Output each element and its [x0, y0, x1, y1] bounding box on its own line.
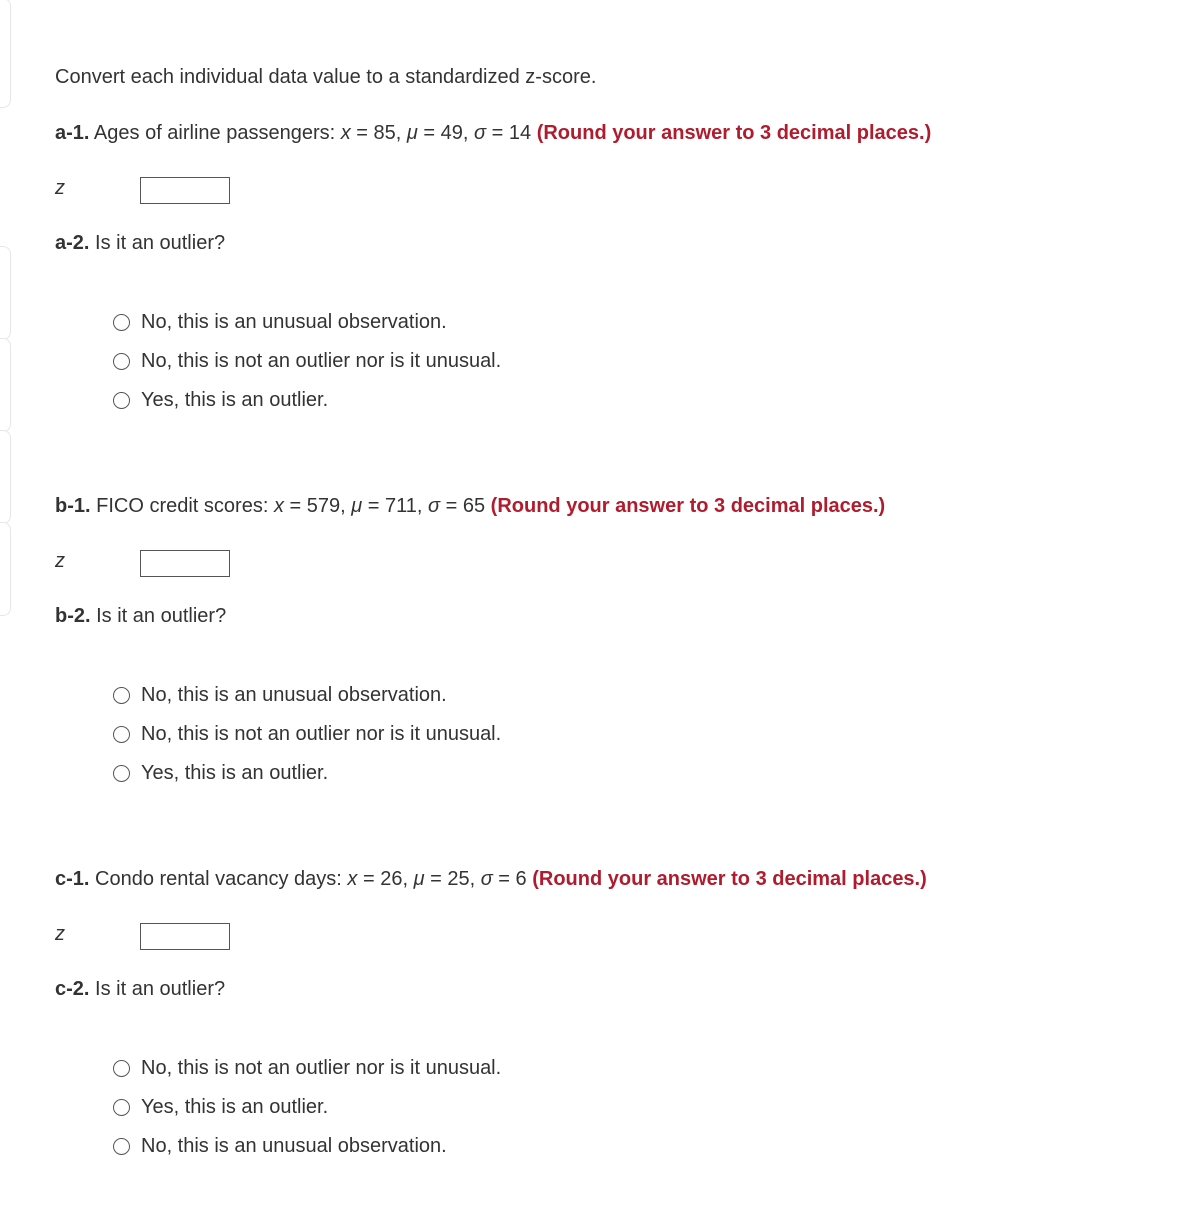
edge-tab — [0, 430, 11, 524]
radio-option[interactable] — [113, 722, 501, 746]
rounding-instruction: (Round your answer to 3 decimal places.) — [490, 495, 886, 517]
question-number: a-1. — [55, 122, 90, 144]
z-answer-input-b[interactable] — [140, 550, 230, 577]
x-value: = 26, — [357, 868, 414, 890]
sigma-value: = 65 — [440, 495, 486, 517]
option-label: No, this is not an outlier nor is it unusual. — [141, 1056, 502, 1079]
edge-tab — [0, 522, 11, 616]
option-label: No, this is not an outlier nor is it unusual. — [141, 722, 502, 745]
z-label: z — [55, 177, 65, 199]
radio-button[interactable] — [113, 314, 130, 331]
question-text: Is it an outlier? — [95, 232, 226, 254]
mu-value: = 711, — [362, 495, 428, 517]
question-c2 — [55, 978, 225, 1001]
question-b2 — [55, 605, 226, 628]
option-label: No, this is an unusual observation. — [141, 310, 447, 333]
sigma-symbol: σ — [474, 122, 487, 144]
radio-option[interactable] — [113, 349, 501, 373]
instructions: Convert each individual data value to a standardized z-score. — [55, 66, 597, 88]
radio-button[interactable] — [113, 726, 130, 743]
question-c1 — [55, 868, 927, 891]
z-label: z — [55, 923, 65, 945]
mu-symbol: μ — [413, 868, 425, 890]
radio-button[interactable] — [113, 353, 130, 370]
option-label: No, this is an unusual observation. — [141, 1134, 447, 1157]
radio-option[interactable] — [113, 310, 447, 334]
sigma-value: = 6 — [492, 868, 527, 890]
z-answer-input-a[interactable] — [140, 177, 230, 204]
radio-button[interactable] — [113, 687, 130, 704]
radio-option[interactable] — [113, 1095, 328, 1119]
rounding-instruction: (Round your answer to 3 decimal places.) — [536, 122, 932, 144]
radio-button[interactable] — [113, 765, 130, 782]
question-text: Condo rental vacancy days: — [95, 868, 342, 890]
rounding-instruction: (Round your answer to 3 decimal places.) — [532, 868, 927, 890]
question-text: FICO credit scores: — [96, 495, 269, 517]
question-number: b-2. — [55, 605, 91, 627]
question-a2 — [55, 232, 225, 255]
radio-option[interactable] — [113, 761, 328, 785]
radio-option[interactable] — [113, 1056, 501, 1080]
question-text: Ages of airline passengers: — [93, 122, 336, 144]
z-label: z — [55, 550, 65, 572]
question-text: Is it an outlier? — [96, 605, 227, 627]
mu-symbol: μ — [406, 122, 418, 144]
option-label: No, this is an unusual observation. — [141, 683, 447, 706]
x-symbol: x — [273, 495, 284, 517]
x-value: = 85, — [350, 122, 407, 144]
question-text: Is it an outlier? — [95, 978, 226, 1000]
mu-value: = 25, — [424, 868, 481, 890]
question-a1 — [55, 122, 931, 145]
z-answer-input-c[interactable] — [140, 923, 230, 950]
option-label: No, this is not an outlier nor is it unusual. — [141, 349, 502, 372]
edge-tab — [0, 246, 11, 340]
x-symbol: x — [340, 122, 351, 144]
mu-symbol: μ — [351, 495, 363, 517]
question-number: c-2. — [55, 978, 90, 1000]
radio-option[interactable] — [113, 388, 328, 412]
radio-button[interactable] — [113, 1060, 130, 1077]
sigma-symbol: σ — [480, 868, 493, 890]
radio-option[interactable] — [113, 683, 447, 707]
question-number: c-1. — [55, 868, 90, 890]
radio-option[interactable] — [113, 1134, 447, 1158]
sigma-value: = 14 — [486, 122, 532, 144]
mu-value: = 49, — [417, 122, 475, 144]
x-symbol: x — [347, 868, 358, 890]
x-value: = 579, — [283, 495, 352, 517]
edge-tab — [0, 0, 11, 108]
option-label: Yes, this is an outlier. — [141, 1095, 329, 1118]
sigma-symbol: σ — [428, 495, 441, 517]
option-label: Yes, this is an outlier. — [141, 388, 329, 411]
radio-button[interactable] — [113, 1099, 130, 1116]
radio-button[interactable] — [113, 392, 130, 409]
edge-tab — [0, 338, 11, 432]
option-label: Yes, this is an outlier. — [141, 761, 329, 784]
radio-button[interactable] — [113, 1138, 130, 1155]
question-number: b-1. — [55, 495, 91, 517]
question-b1 — [55, 495, 885, 518]
question-number: a-2. — [55, 232, 90, 254]
